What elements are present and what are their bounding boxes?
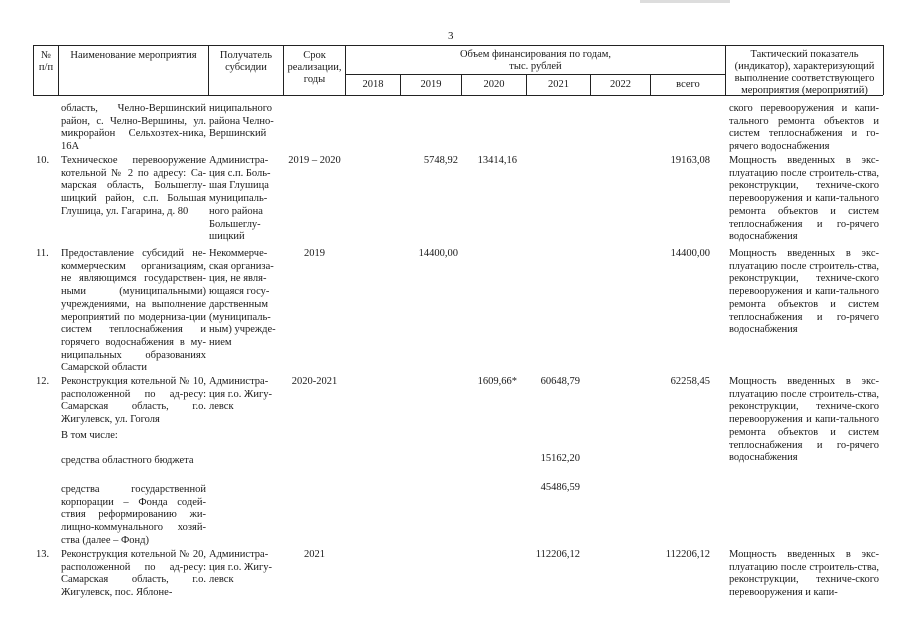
row-13-name: Реконструкция котельной № 20, расположенной по ад-ресу: Самарская область, г.о. Жигулевск, пос. Яблоне- xyxy=(61,549,206,599)
row-12-total: 62258,45 xyxy=(670,376,710,387)
header-recipient: Получатель субсидии xyxy=(219,50,273,73)
header-num: № п/п xyxy=(38,50,54,73)
header-volume: Объем финансирования по годам, тыс. рублей xyxy=(459,49,612,72)
row-11-2019: 14400,00 xyxy=(418,248,458,259)
header-top-border xyxy=(33,45,883,46)
row-12-sub2-name: средства государственной корпорации – Фонда содей-ствия реформированию жи-лищно-коммунального хозяй-ства (далее – Фонд) xyxy=(61,484,206,546)
row-10-2019: 5748,92 xyxy=(423,155,458,166)
years-row-top-border xyxy=(345,74,725,75)
row-11-num: 11. xyxy=(36,248,49,259)
row-10-term: 2019 – 2020 xyxy=(288,155,341,166)
row-12-name: Реконструкция котельной № 10, расположенной по ад-ресу: Самарская область, г.о. Жигулевск, ул. Гоголя xyxy=(61,376,206,426)
row-12-including: В том числе: xyxy=(61,430,118,441)
row-10-name: Техническое перевооружение котельной № 2 по адресу: Са-марская область, Большеглу-шицкий район, с.п. Большая Глушица, ул. Гагарина, д. 80 xyxy=(61,155,206,217)
header-year-2019: 2019 xyxy=(420,79,442,90)
row-13-term: 2021 xyxy=(304,549,325,560)
col-line-right xyxy=(883,45,884,95)
row-12-sub1-2021: 15162,20 xyxy=(540,453,580,464)
row-12-sub2-2021: 45486,59 xyxy=(540,482,580,493)
row-12-sub1-name: средства областного бюджета xyxy=(61,455,194,466)
row-11-term: 2019 xyxy=(304,248,325,259)
header-year-2020: 2020 xyxy=(483,79,505,90)
row-12-indicator: Мощность введенных в экс-плуатацию после строитель-ства, реконструкции, техниче-ского перевооружения и капи-тального ремонта объектов и систем теплоснабжения и го-рячего водоснабжения xyxy=(729,376,879,464)
scan-artifact xyxy=(640,0,730,3)
row-10-num: 10. xyxy=(36,155,50,166)
page-number: 3 xyxy=(448,30,454,42)
row-10-recipient: Администра-ция с.п. Боль-шая Глушица муниципаль-ного района Большеглу-шицкий xyxy=(209,155,271,243)
row-12-num: 12. xyxy=(36,376,50,387)
row-10-2020: 13414,16 xyxy=(477,155,517,166)
row-12-2021: 60648,79 xyxy=(540,376,580,387)
cont-recipient: ниципального района Челно-Вершинский xyxy=(209,103,274,140)
row-12-2020: 1609,66* xyxy=(477,376,517,387)
header-indicator: Тактический показатель (индикатор), характеризующий выполнение соответствующего мероприятия (мероприятий) xyxy=(734,49,875,96)
row-13-total: 112206,12 xyxy=(665,549,710,560)
row-11-total: 14400,00 xyxy=(670,248,710,259)
row-13-2021: 112206,12 xyxy=(535,549,580,560)
row-12-recipient: Администра-ция г.о. Жигу-левск xyxy=(209,376,273,413)
header-year-2018: 2018 xyxy=(362,79,384,90)
row-12-term: 2020-2021 xyxy=(291,376,338,387)
cont-name: область, Челно-Вершинский район, с. Челно-Вершины, ул. микрорайон Сельхозтех-ника, 16А xyxy=(61,103,206,153)
header-year-2021: 2021 xyxy=(548,79,569,90)
row-13-num: 13. xyxy=(36,549,50,560)
row-11-indicator: Мощность введенных в экс-плуатацию после строитель-ства, реконструкции, техниче-ского перевооружения и капи-тального ремонта объектов и систем теплоснабжения и го-рячего водоснабжения xyxy=(729,248,879,336)
row-11-name: Предоставление субсидий не-коммерческим организациям, не являющимся государствен-ными (муниципальными) учреждениями, на выполнение мероприятий по модерниза-ции систем теплоснабжения и горячего водоснабжения в му-ниципальных образованиях Самарской области xyxy=(61,248,206,374)
header-total: всего xyxy=(676,79,700,90)
header-name: Наименование мероприятия xyxy=(70,50,197,61)
row-10-indicator: Мощность введенных в экс-плуатацию после строитель-ства, реконструкции, техниче-ского перевооружения и капи-тального ремонта объектов и систем теплоснабжения и го-рячего водоснабжения xyxy=(729,155,879,243)
row-13-indicator: Мощность введенных в экс-плуатацию после строитель-ства, реконструкции, техниче-ского перевооружения и капи- xyxy=(729,549,879,599)
row-11-recipient: Некоммерче-ская организа-ция, не явля-ющаяся госу-дарственным (муниципаль-ным) учрежде-нием xyxy=(209,248,276,348)
cont-indicator: ского перевооружения и капи-тального ремонта объектов и систем теплоснабжения и го-рячего водоснабжения xyxy=(729,103,879,153)
row-10-total: 19163,08 xyxy=(670,155,710,166)
header-term: Срок реализации, годы xyxy=(287,50,342,85)
row-13-recipient: Администра-ция г.о. Жигу-левск xyxy=(209,549,273,586)
header-year-2022: 2022 xyxy=(610,79,631,90)
